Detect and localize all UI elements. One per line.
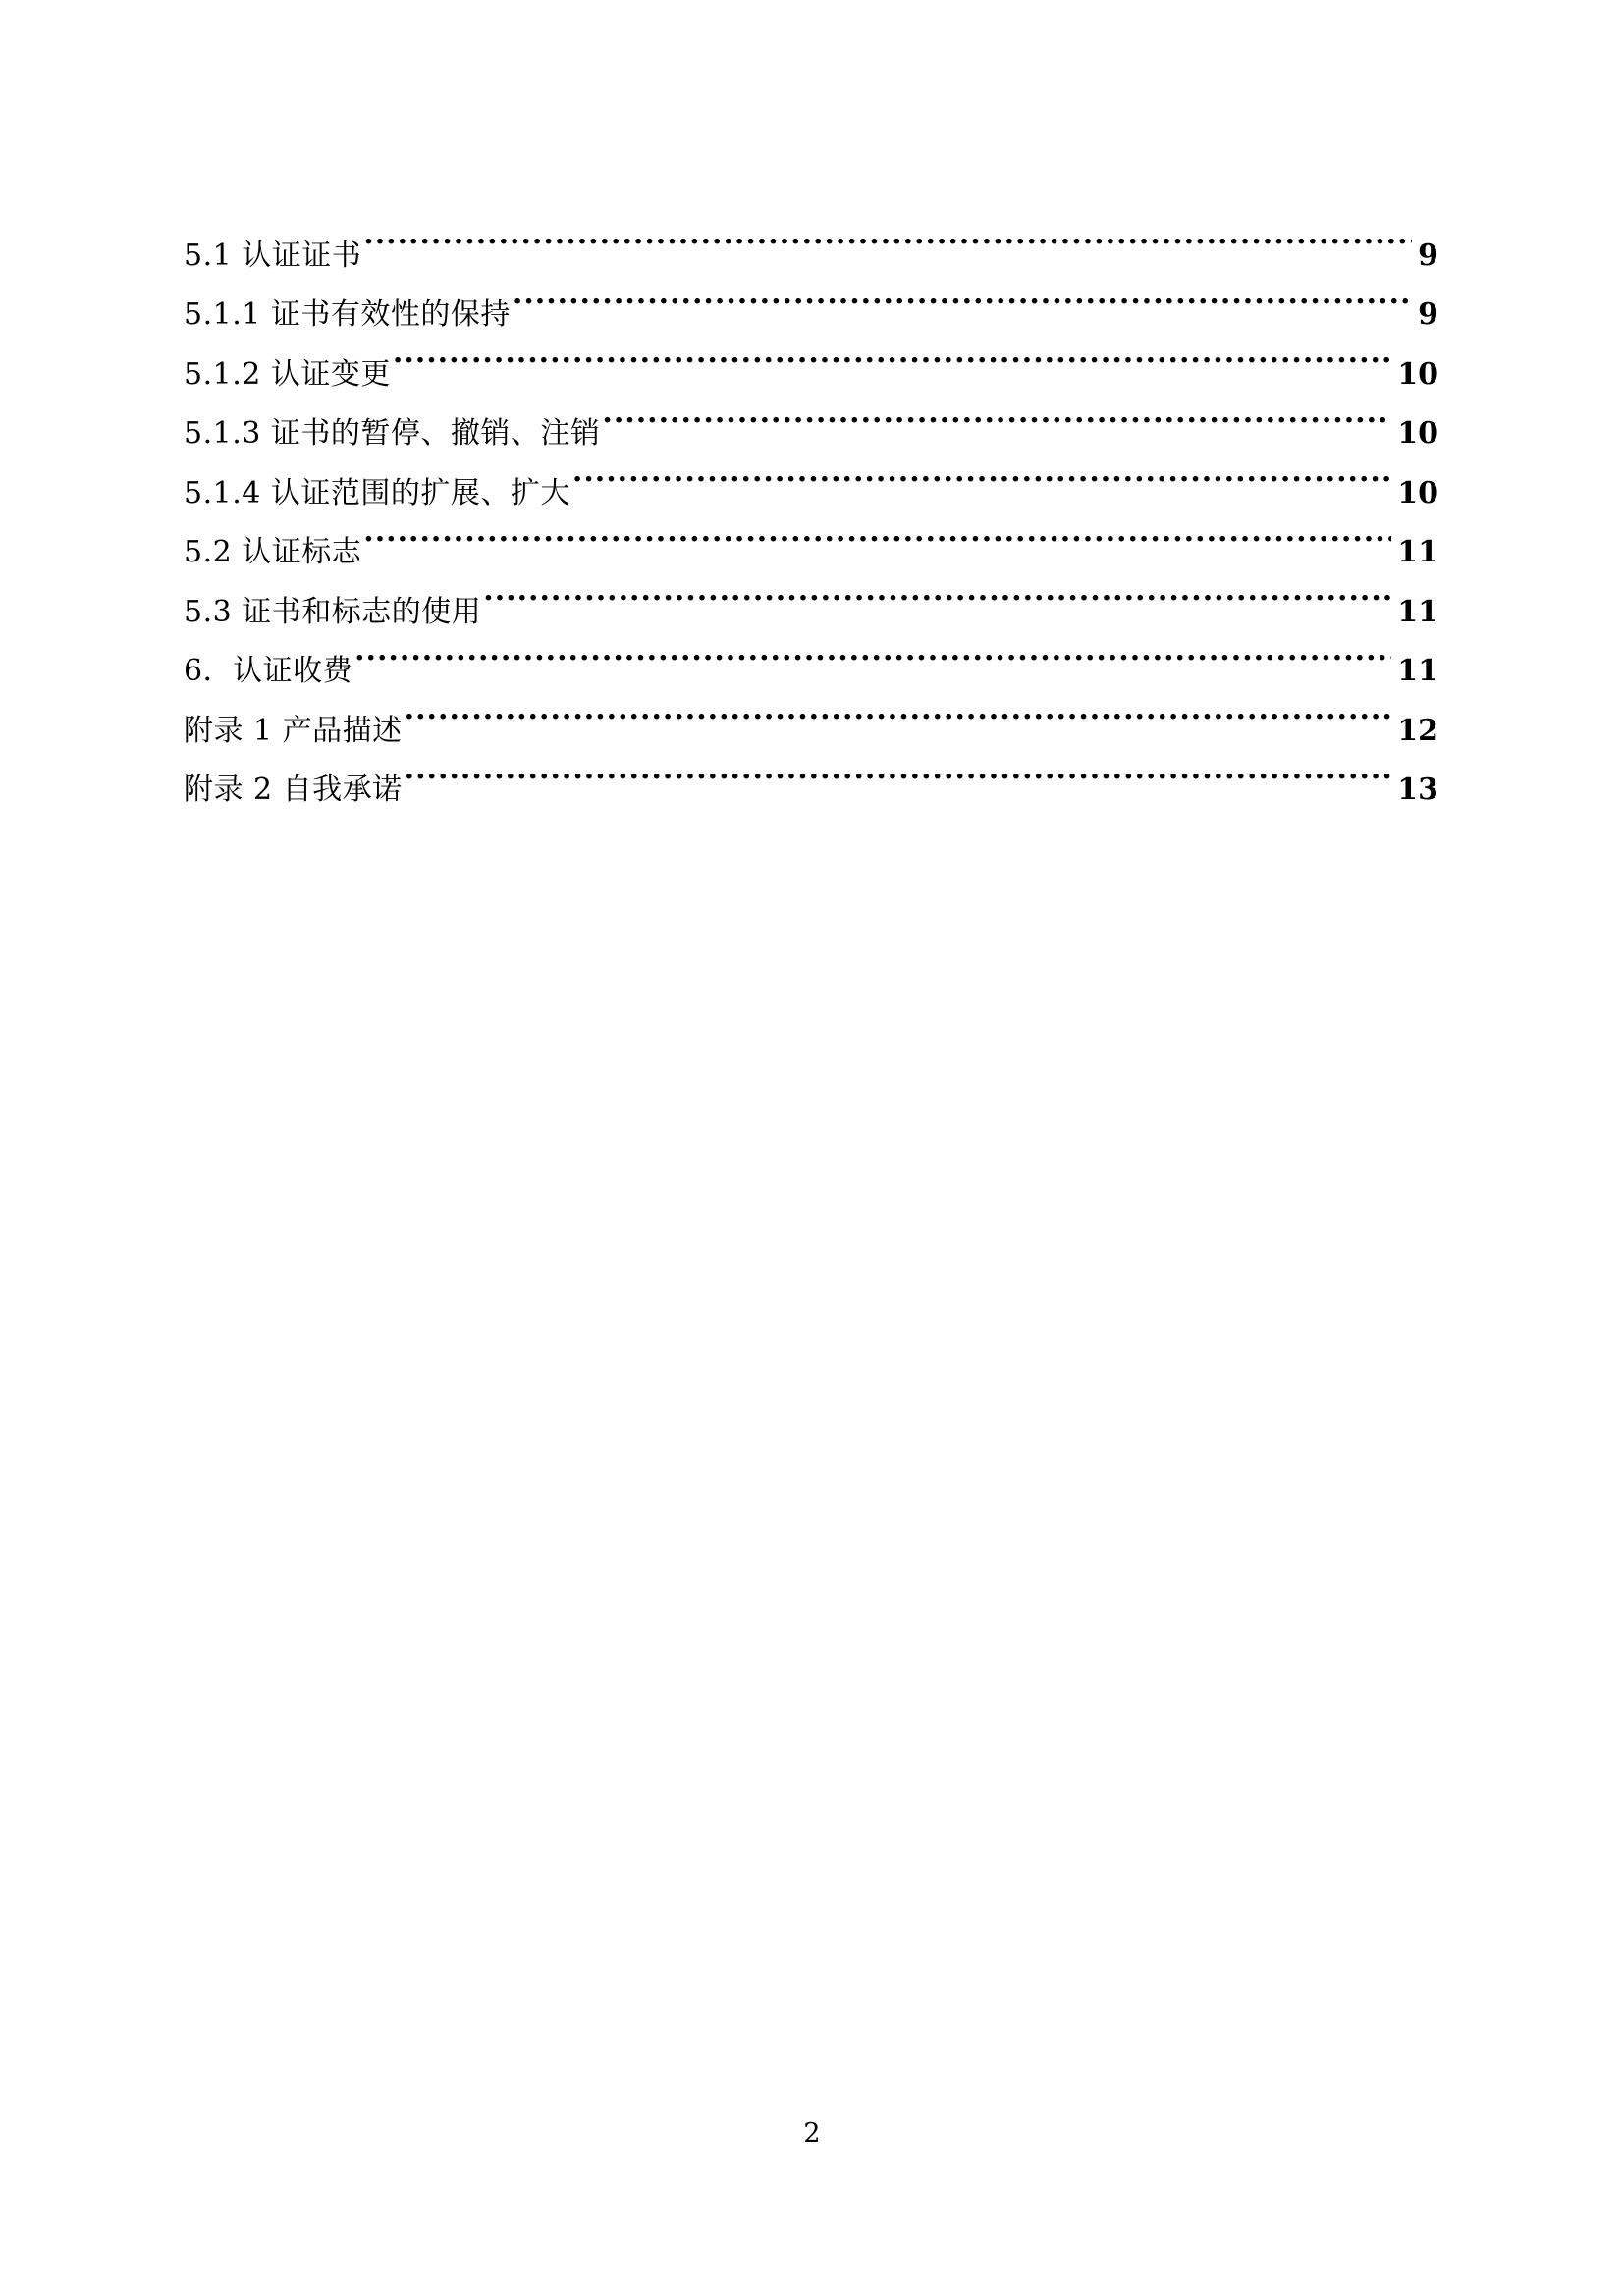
page-number: 2 <box>803 2118 821 2149</box>
toc-entry-label: 5.2 认证标志 <box>184 535 362 569</box>
toc-entry-label: 5.3 证书和标志的使用 <box>184 594 482 629</box>
toc-entry <box>184 205 1438 273</box>
toc-entry <box>184 621 1438 688</box>
toc-entry-page: 11 <box>1397 654 1438 688</box>
dot-leader <box>602 384 1391 444</box>
toc-entry-page: 9 <box>1418 238 1438 273</box>
toc-entry-label: 5.1.2 认证变更 <box>184 356 391 392</box>
toc-entry-label: 5.1.1 证书有效性的保持 <box>184 297 511 332</box>
toc-entry-page: 10 <box>1397 416 1438 451</box>
toc-entry-page: 9 <box>1418 297 1438 332</box>
dot-leader <box>363 503 1391 562</box>
toc-entry-page: 13 <box>1397 773 1438 807</box>
page-footer <box>0 2118 1624 2149</box>
dot-leader <box>405 680 1392 740</box>
dot-leader <box>363 205 1412 265</box>
toc-entry <box>184 561 1438 629</box>
toc-entry-page: 11 <box>1397 535 1438 569</box>
toc-entry-page: 12 <box>1397 713 1438 748</box>
dot-leader <box>483 561 1391 621</box>
toc-entry-page: 10 <box>1397 475 1438 510</box>
toc-entry-page: 10 <box>1397 356 1438 392</box>
dot-leader <box>393 324 1391 384</box>
toc-entry-label: 附录 2 自我承诺 <box>184 773 403 807</box>
table-of-contents <box>184 205 1438 807</box>
dot-leader <box>513 265 1412 325</box>
dot-leader <box>572 443 1391 503</box>
toc-entry <box>184 503 1438 569</box>
toc-entry-label: 附录 1 产品描述 <box>184 713 403 748</box>
toc-entry-label: 5.1.3 证书的暂停、撤销、注销 <box>184 416 601 451</box>
toc-entry-label: 6．认证收费 <box>184 654 353 688</box>
dot-leader <box>354 621 1391 681</box>
toc-entry-label: 5.1 认证证书 <box>184 238 362 273</box>
dot-leader <box>405 740 1392 800</box>
toc-entry <box>184 265 1438 332</box>
toc-entry-label: 5.1.4 认证范围的扩展、扩大 <box>184 475 570 510</box>
toc-entry <box>184 680 1438 748</box>
toc-entry-page: 11 <box>1397 594 1438 629</box>
